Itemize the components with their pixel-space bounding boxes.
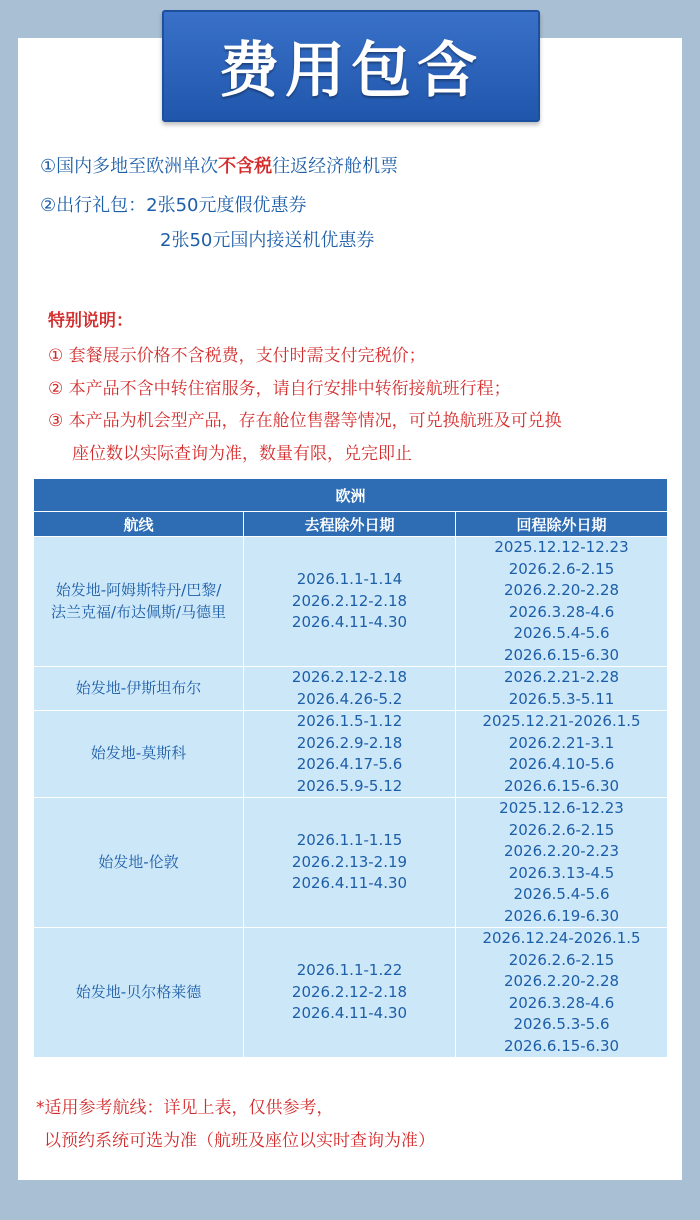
outbound-cell-line: 2026.2.12-2.18 — [291, 982, 408, 1001]
return-cell-line: 2025.12.21-2026.1.5 — [482, 712, 641, 730]
outbound-cell — [244, 537, 456, 667]
route-cell-line: 始发地-贝尔格莱德 — [75, 982, 202, 1001]
return-cell-line: 2026.2.6-2.15 — [508, 820, 615, 839]
table-row — [34, 798, 668, 928]
outbound-cell-line: 2026.4.26-5.2 — [296, 689, 403, 708]
return-cell-line: 2026.12.24-2026.1.5 — [482, 929, 641, 947]
route-cell-line: 法兰克福/布达佩斯/马德里 — [50, 602, 227, 621]
return-cell-line: 2026.5.3-5.6 — [513, 1015, 610, 1033]
route-exclusion-table — [33, 478, 668, 1058]
outbound-cell-line: 2026.1.5-1.12 — [296, 712, 403, 730]
route-cell — [34, 928, 244, 1058]
include-item-2-line2: 2张50元国内接送机优惠券 — [160, 230, 375, 251]
outbound-cell-line: 2026.2.13-2.19 — [291, 852, 408, 871]
return-cell-line: 2025.12.6-12.23 — [499, 799, 624, 817]
outbound-cell — [244, 711, 456, 798]
note-3: ③ 本产品为机会型产品，存在舱位售罄等情况，可兑换航班及可兑换 — [48, 411, 562, 431]
return-cell — [456, 798, 668, 928]
return-cell-line: 2026.2.21-3.1 — [508, 733, 615, 752]
return-cell-line: 2026.2.21-2.28 — [503, 668, 620, 686]
outbound-cell-line: 2026.2.12-2.18 — [291, 591, 408, 610]
footer-note-line-1: *适用参考航线：详见上表，仅供参考， — [36, 1098, 334, 1118]
table-row — [34, 928, 668, 1058]
column-header-outbound: 去程除外日期 — [244, 512, 456, 537]
return-cell-line: 2026.3.28-4.6 — [508, 602, 615, 621]
return-cell-line: 2026.2.20-2.28 — [503, 972, 620, 990]
return-cell-line: 2026.6.15-6.30 — [503, 776, 620, 795]
route-cell-line: 始发地-莫斯科 — [90, 744, 187, 763]
return-cell-line: 2026.5.4-5.6 — [513, 624, 610, 642]
route-cell-line: 始发地-伦敦 — [98, 852, 179, 871]
outbound-cell-line: 2026.4.17-5.6 — [296, 755, 403, 773]
outbound-cell-line: 2026.1.1-1.22 — [296, 961, 403, 980]
table-region-header: 欧洲 — [34, 479, 668, 512]
outbound-cell — [244, 667, 456, 711]
return-cell-line: 2026.2.20-2.23 — [503, 842, 620, 860]
return-cell — [456, 667, 668, 711]
outbound-cell-line: 2026.1.1-1.15 — [296, 831, 403, 850]
table-row — [34, 711, 668, 798]
outbound-cell-line: 2026.4.11-4.30 — [291, 613, 408, 632]
include-item-2: ②出行礼包：2张50元度假优惠券 — [40, 195, 307, 216]
include-item-1-suffix: 往返经济舱机票 — [272, 156, 399, 177]
return-cell-line: 2025.12.12-12.23 — [494, 538, 629, 556]
route-cell-line: 始发地-阿姆斯特丹/巴黎/ — [55, 581, 222, 599]
return-cell-line: 2026.6.19-6.30 — [503, 906, 620, 925]
route-cell-line: 始发地-伊斯坦布尔 — [75, 678, 202, 697]
return-cell — [456, 537, 668, 667]
outbound-cell-line: 2026.2.12-2.18 — [291, 668, 408, 686]
outbound-cell-line: 2026.2.9-2.18 — [296, 733, 403, 752]
return-cell-line: 2026.3.28-4.6 — [508, 993, 615, 1012]
outbound-cell — [244, 928, 456, 1058]
page-title: 费用包含 — [219, 36, 483, 106]
return-cell-line: 2026.6.15-6.30 — [503, 645, 620, 664]
return-cell-line: 2026.5.3-5.11 — [508, 689, 615, 708]
return-cell-line: 2026.3.13-4.5 — [508, 863, 615, 882]
table-row — [34, 667, 668, 711]
include-item-1-prefix: ①国内多地至欧洲单次 — [40, 156, 219, 177]
notes-title: 特别说明： — [48, 311, 133, 331]
footer-note-line-2: 以预约系统可选为准（航班及座位以实时查询为准） — [44, 1131, 435, 1151]
route-cell — [34, 711, 244, 798]
return-cell-line: 2026.2.6-2.15 — [508, 950, 615, 969]
outbound-cell — [244, 798, 456, 928]
route-cell — [34, 798, 244, 928]
return-cell-line: 2026.2.20-2.28 — [503, 581, 620, 599]
outbound-cell-line: 2026.5.9-5.12 — [296, 776, 403, 795]
note-1: ① 套餐展示价格不含税费，支付时需支付完税价； — [48, 346, 426, 366]
return-cell — [456, 928, 668, 1058]
return-cell — [456, 711, 668, 798]
include-item-1-highlight: 不含税 — [218, 156, 273, 177]
outbound-cell-line: 2026.4.11-4.30 — [291, 1004, 408, 1023]
column-header-route: 航线 — [34, 512, 244, 537]
column-header-return: 回程除外日期 — [456, 512, 668, 537]
title-banner — [162, 10, 540, 122]
route-cell — [34, 667, 244, 711]
outbound-cell-line: 2026.1.1-1.14 — [296, 570, 403, 589]
include-item-1 — [40, 152, 398, 178]
table-row — [34, 537, 668, 667]
note-3-continued: 座位数以实际查询为准，数量有限，兑完即止 — [72, 444, 412, 464]
return-cell-line: 2026.4.10-5.6 — [508, 755, 615, 773]
return-cell-line: 2026.2.6-2.15 — [508, 559, 615, 578]
return-cell-line: 2026.6.15-6.30 — [503, 1036, 620, 1055]
route-cell — [34, 537, 244, 667]
return-cell-line: 2026.5.4-5.6 — [513, 885, 610, 903]
note-2: ② 本产品不含中转住宿服务，请自行安排中转衔接航班行程； — [48, 379, 511, 399]
outbound-cell-line: 2026.4.11-4.30 — [291, 874, 408, 893]
